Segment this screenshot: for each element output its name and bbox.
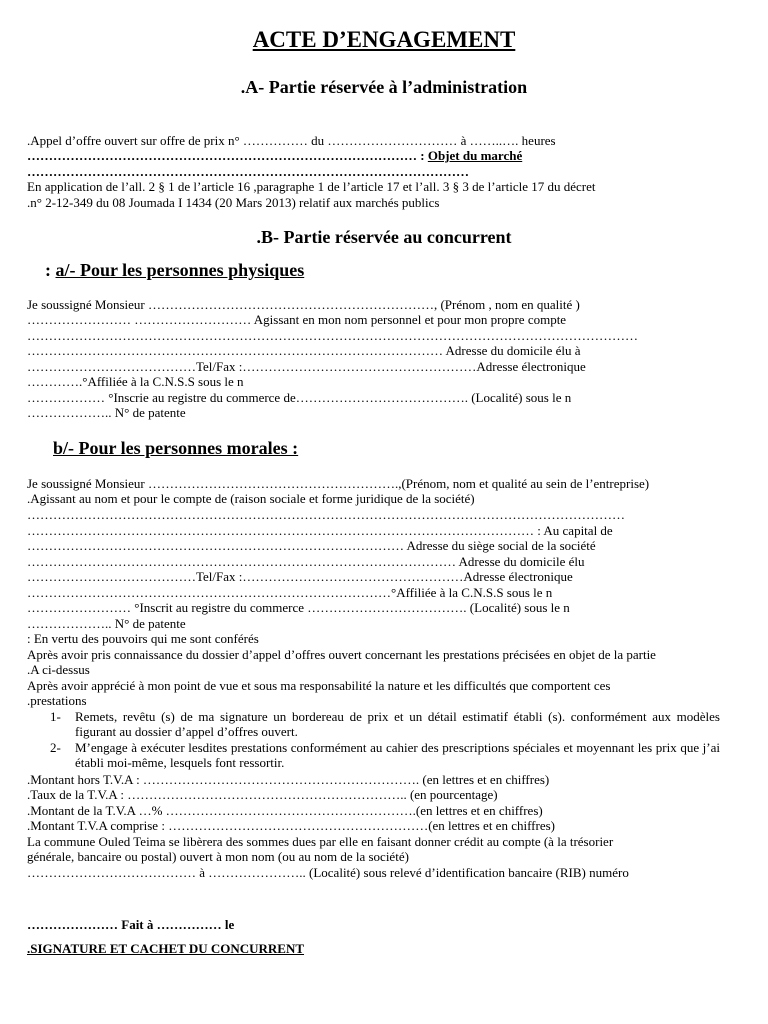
montant-line: .Taux de la T.V.A : ……………………………………………………….. (en pourcentage) <box>27 787 498 802</box>
morales-line: ……………….. N° de patente <box>27 616 186 631</box>
item-number: 1- <box>50 709 61 724</box>
morales-line: ………………………………………………………………………………………………………………………… <box>27 507 625 522</box>
montant-line: .Montant hors T.V.A : ………………………………………………………. (en lettres et en chiffres) <box>27 772 550 787</box>
appel-offre-line: .Appel d’offre ouvert sur offre de prix n° …………… du ………………………… à ……..…. heures <box>27 133 556 148</box>
fait-a-line: ………………… Fait à …………… le <box>27 917 235 932</box>
objet-dots: ……………………………………………………………………………… : <box>27 148 425 163</box>
morales-line: …………………………………………………………………………°Affiliée à la C.N.S.S sous le n <box>27 585 553 600</box>
commune-line: La commune Ouled Teima se libèrera des sommes dues par elle en faisant donner crédit au compte (à la trésorier <box>27 834 614 849</box>
application-line: En application de l’all. 2 § 1 de l’article 16 ,paragraphe 1 de l’article 17 et l’all. 3 § 3 de l’article 17 du décret <box>27 179 596 194</box>
morales-line: .Agissant au nom et pour le compte de (raison sociale et forme juridique de la société) <box>27 491 475 506</box>
objet-continuation-line: ………………………………………………………………………………………… <box>27 164 469 179</box>
morales-line: …………………………………Tel/Fax :……………………………………………Adresse électronique <box>27 569 573 584</box>
morales-line: .prestations <box>27 693 87 708</box>
montant-line: .Montant de la T.V.A …% ………………………………………………….(en lettres et en chiffres) <box>27 803 543 818</box>
item-number: 2- <box>50 740 61 755</box>
document-title: ACTE D’ENGAGEMENT <box>252 27 516 52</box>
physiques-line: ……………… °Inscrie au registre du commerce de…………………………………. (Localité) sous le n <box>27 390 572 405</box>
physiques-line: …………………………………Tel/Fax :………………………………………………Adresse électronique <box>27 359 586 374</box>
physiques-line: …………………………………………………………………………………… Adresse du domicile élu à <box>27 343 581 358</box>
physiques-line: …………………………………………………………………………………………………………………………… <box>27 328 638 343</box>
physiques-line: …………………… ……………………… Agissant en mon nom personnel et pour mon propre compte <box>27 312 567 327</box>
commune-line: générale, bancaire ou postal) ouvert à mon nom (ou au nom de la société) <box>27 849 409 864</box>
physiques-heading <box>45 260 304 281</box>
physiques-line: Je soussigné Monsieur …………………………………………………………, (Prénom , nom en qualité ) <box>27 297 580 312</box>
section-a-heading: .A- Partie réservée à l’administration <box>240 77 528 97</box>
physiques-heading-prefix: : <box>45 260 51 280</box>
morales-line: …………………………………………………………………………… Adresse du siège social de la société <box>27 538 596 553</box>
morales-line: ……………………………………………………………………………………………………… : Au capital de <box>27 523 613 538</box>
morales-line: .A ci-dessus <box>27 662 90 677</box>
objet-line <box>27 148 720 163</box>
morales-line: ……………………………………………………………………………………… Adresse du domicile élu <box>27 554 585 569</box>
signature-label: .SIGNATURE ET CACHET DU CONCURRENT <box>27 941 305 956</box>
item-text: Remets, revêtu (s) de ma signature un bordereau de prix et un détail estimatif établi (s). conformément aux modèles figurant au dossier d’appel d’offres ouvert. <box>75 709 720 739</box>
physiques-line: ………….°Affiliée à la C.N.S.S sous le n <box>27 374 244 389</box>
morales-line: Je soussigné Monsieur ………………………………………………….,(Prénom, nom et qualité au sein de l’entreprise) <box>27 476 650 491</box>
item-text: M’engage à exécuter lesdites prestations conformément au cahier des prescriptions spéciales et moyennant les prix que j’ai établi moi-même, lesquels font ressortir. <box>75 740 720 770</box>
physiques-line: ……………….. N° de patente <box>27 405 186 420</box>
montant-line: .Montant T.V.A comprise : ……………………………………………………(en lettres et en chiffres) <box>27 818 555 833</box>
morales-line: Après avoir pris connaissance du dossier d’appel d’offres ouvert concernant les prestations précisées en objet de la partie <box>27 647 656 662</box>
morales-line: Après avoir apprécié à mon point de vue et sous ma responsabilité la nature et les difficultés que comportent ces <box>27 678 611 693</box>
physiques-heading-text: a/- Pour les personnes physiques <box>55 260 305 280</box>
morales-line: …………………… °Inscrit au registre du commerce ………………………………. (Localité) sous le n <box>27 600 570 615</box>
decret-line: .n° 2-12-349 du 08 Joumada I 1434 (20 Mars 2013) relatif aux marchés publics <box>27 195 440 210</box>
morales-line: : En vertu des pouvoirs qui me sont conférés <box>27 631 259 646</box>
morales-heading: b/- Pour les personnes morales : <box>53 438 299 458</box>
objet-label: Objet du marché <box>427 148 523 163</box>
section-b-heading: .B- Partie réservée au concurrent <box>256 227 512 247</box>
rib-line: ………………………………… à ………………….. (Localité) sous relevé d’identification bancaire (RIB) numéro <box>27 865 629 880</box>
